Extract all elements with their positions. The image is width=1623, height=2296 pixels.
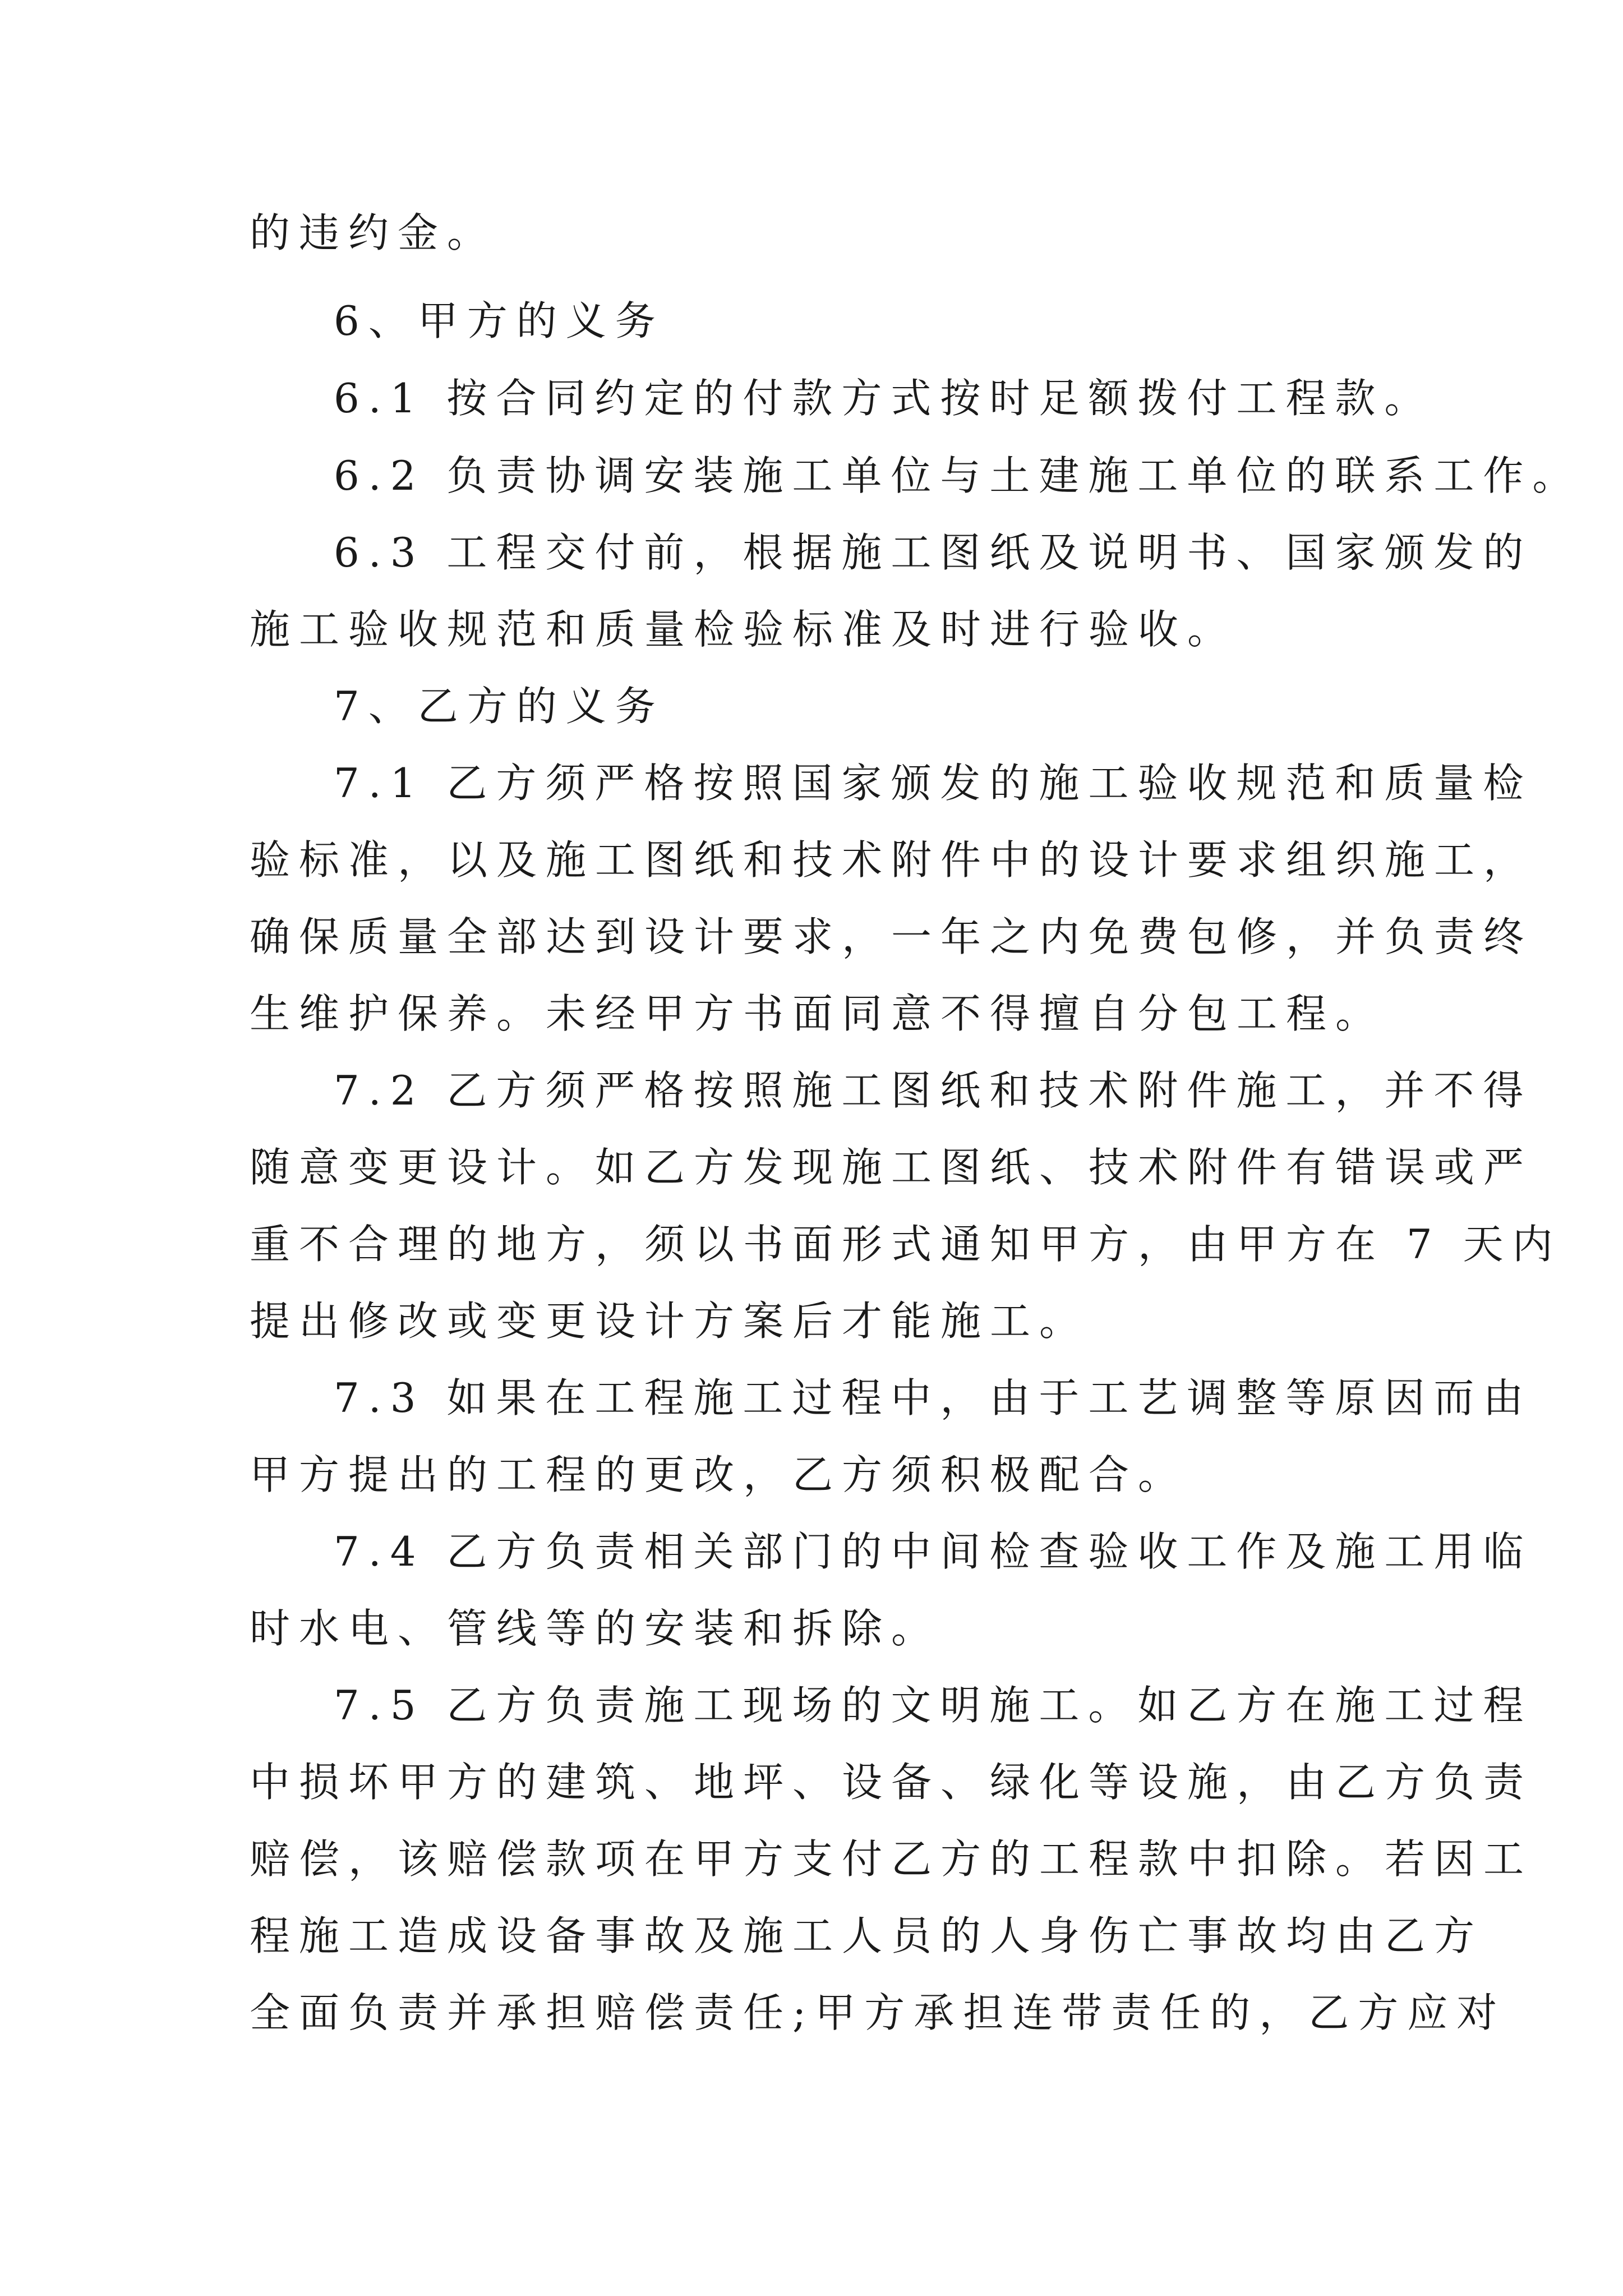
text-line: 验标准，以及施工图纸和技术附件中的设计要求组织施工， (250, 836, 1533, 884)
text-line: 6.2 负责协调安装施工单位与土建施工单位的联系工作。 (334, 452, 1582, 499)
text-line: 确保质量全部达到设计要求，一年之内免费包修，并负责终 (250, 913, 1533, 960)
text-line: 7.3 如果在工程施工过程中，由于工艺调整等原因而由 (334, 1374, 1533, 1421)
text-line: 重不合理的地方，须以书面形式通知甲方，由甲方在 7 天内 (250, 1221, 1562, 1268)
section-heading: 7、乙方的义务 (334, 683, 665, 730)
text-line: 随意变更设计。如乙方发现施工图纸、技术附件有错误或严 (250, 1144, 1533, 1191)
text-line: 7.5 乙方负责施工现场的文明施工。如乙方在施工过程 (334, 1682, 1533, 1729)
text-line: 程施工造成设备事故及施工人员的人身伤亡事故均由乙方 (250, 1912, 1484, 1959)
text-line: 6.3 工程交付前，根据施工图纸及说明书、国家颁发的 (334, 529, 1533, 576)
section-heading: 6、甲方的义务 (334, 297, 665, 344)
text-line: 时水电、管线等的安装和拆除。 (250, 1605, 941, 1652)
text-line: 6.1 按合同约定的付款方式按时足额拨付工程款。 (334, 375, 1434, 422)
text-line: 7.2 乙方须严格按照施工图纸和技术附件施工，并不得 (334, 1067, 1533, 1114)
text-line: 提出修改或变更设计方案后才能施工。 (250, 1297, 1089, 1345)
text-line: 的违约金。 (250, 209, 497, 256)
text-line: 赔偿，该赔偿款项在甲方支付乙方的工程款中扣除。若因工 (250, 1835, 1533, 1883)
text-line: 生维护保养。未经甲方书面同意不得擅自分包工程。 (250, 990, 1385, 1037)
text-line: 7.1 乙方须严格按照国家颁发的施工验收规范和质量检 (334, 760, 1533, 807)
text-line: 全面负责并承担赔偿责任;甲方承担连带责任的，乙方应对 (250, 1989, 1506, 2036)
text-line: 甲方提出的工程的更改，乙方须积极配合。 (250, 1451, 1188, 1498)
text-line: 中损坏甲方的建筑、地坪、设备、绿化等设施，由乙方负责 (250, 1759, 1533, 1806)
text-line: 7.4 乙方负责相关部门的中间检查验收工作及施工用临 (334, 1528, 1533, 1575)
text-line: 施工验收规范和质量检验标准及时进行验收。 (250, 606, 1237, 653)
